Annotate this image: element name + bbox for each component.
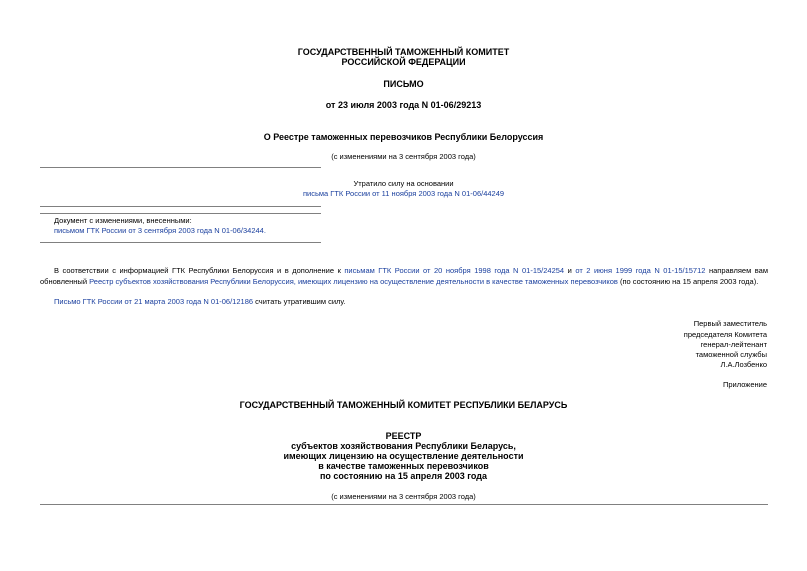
registry-subtitle-3: в качестве таможенных перевозчиков [318,461,489,471]
registry-subtitle-2: имеющих лицензию на осуществление деятельности [283,451,524,461]
p1-text-4: (по состоянию на 15 апреля 2003 года). [617,277,759,286]
p1-link-3[interactable]: Реестр субъектов хозяйствования Республики Белоруссия, имеющих лицензию на осуществление деятельности в качестве таможенных перевозчиков [89,277,618,286]
body-paragraph-1 [40,265,768,287]
appendix-changes-note: (с изменениями на 3 сентября 2003 года) [331,492,476,501]
org-line-2: РОССИЙСКОЙ ФЕДЕРАЦИИ [341,57,466,67]
signature-line-4: таможенной службы [695,350,767,359]
divider-bottom [40,504,768,505]
registry-subtitle-4: по состоянию на 15 апреля 2003 года [319,471,487,481]
body-paragraph-2 [54,297,346,307]
doc-date-number: от 23 июля 2003 года N 01-06/29213 [325,100,482,110]
p2-text: считать утратившим силу. [253,297,346,306]
amended-link-line [54,226,266,236]
appendix-label: Приложение [723,380,767,389]
signature-line-1: Первый заместитель [693,319,767,328]
registry-subtitle-1: субъектов хозяйствования Республики Беларусь, [291,441,516,451]
amended-text: Документ с изменениями, внесенными: [54,216,192,225]
p2-link[interactable]: Письмо ГТК России от 21 марта 2003 года N 01-06/12186 [54,297,254,306]
expired-text: Утратило силу на основании [353,179,454,188]
divider [40,167,321,168]
divider [40,206,321,207]
p1-text-3: направляем вам обновленный [40,266,768,286]
org-line-1: ГОСУДАРСТВЕННЫЙ ТАМОЖЕННЫЙ КОМИТЕТ [297,47,510,57]
registry-title: РЕЕСТР [385,431,422,441]
expired-link[interactable]: письма ГТК России от 11 ноября 2003 года N 01-06/44249 [302,189,505,198]
signature-line-2: председателя Комитета [683,330,767,339]
divider [40,213,321,214]
expired-link-line [0,189,807,199]
divider [40,242,321,243]
p1-text-2: и [564,266,576,275]
changes-note: (с изменениями на 3 сентября 2003 года) [331,152,476,161]
p1-link-2[interactable]: от 2 июня 1999 года N 01-15/15712 [575,266,706,275]
signature-name: Л.А.Лозбенко [720,360,767,369]
p1-link-1[interactable]: письмам ГТК России от 20 ноября 1998 года N 01-15/24254 [344,266,565,275]
p1-text-1: В соответствии с информацией ГТК Республики Белоруссия и в дополнение к [54,266,345,275]
doc-subject: О Реестре таможенных перевозчиков Республики Белоруссия [263,132,544,142]
signature-line-3: генерал-лейтенант [700,340,767,349]
appendix-org: ГОСУДАРСТВЕННЫЙ ТАМОЖЕННЫЙ КОМИТЕТ РЕСПУБЛИКИ БЕЛАРУСЬ [239,400,568,410]
amended-link[interactable]: письмом ГТК России от 3 сентября 2003 года N 01-06/34244. [54,226,266,235]
doc-type: ПИСЬМО [383,79,424,89]
